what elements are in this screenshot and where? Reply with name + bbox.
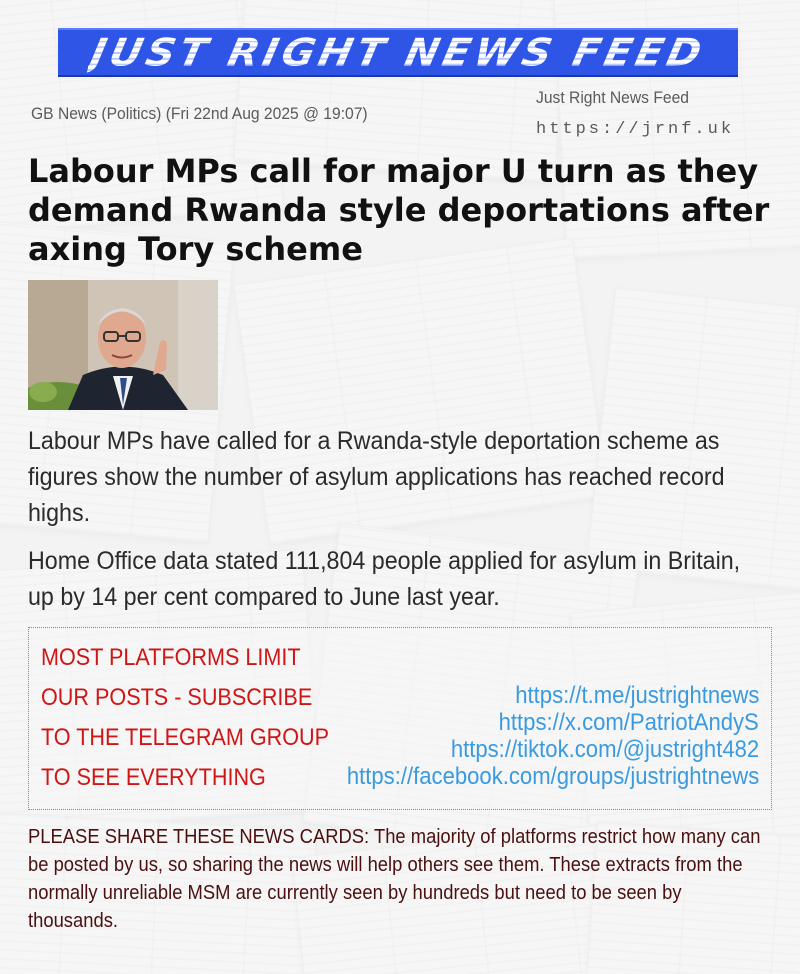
article-photo	[28, 280, 218, 410]
site-url: https://jrnf.uk	[536, 120, 735, 139]
article-paragraph: Home Office data stated 111,804 people applied for asylum in Britain, up by 14 per cent compared to June last year.	[28, 547, 741, 611]
facebook-link[interactable]: https://facebook.com/groups/justrightnews	[346, 763, 759, 790]
article-paragraph: Labour MPs have called for a Rwanda-style deportation scheme as figures show the number of asylum applications has reached record highs.	[28, 427, 725, 527]
subscribe-cta-line: TO SEE EVERYTHING	[41, 764, 266, 791]
tiktok-link[interactable]: https://tiktok.com/@justright482	[450, 736, 759, 763]
subscribe-cta-line: MOST PLATFORMS LIMIT	[41, 644, 301, 671]
article-headline: Labour MPs call for major U turn as they demand Rwanda style deportations after axing Tory scheme	[28, 152, 770, 268]
telegram-link[interactable]: https://t.me/justrightnews	[514, 682, 759, 709]
subscribe-cta-line: OUR POSTS - SUBSCRIBE	[41, 684, 313, 711]
subscribe-cta-line: TO THE TELEGRAM GROUP	[41, 724, 330, 751]
site-banner	[58, 28, 738, 77]
subscribe-panel	[28, 627, 772, 810]
site-name: Just Right News Feed	[536, 88, 689, 107]
share-notice: PLEASE SHARE THESE NEWS CARDS: The majority of platforms restrict how many can be posted by us, so sharing the news will help others see them. These extracts from the normally unreliable MSM are currently seen by hundreds but need to be seen by thousands.	[28, 826, 761, 932]
source-line: GB News (Politics) (Fri 22nd Aug 2025 @ 19:07)	[31, 104, 368, 123]
x-link[interactable]: https://x.com/PatriotAndyS	[498, 709, 759, 736]
banner-title: JUST RIGHT NEWS FEED	[86, 30, 710, 75]
